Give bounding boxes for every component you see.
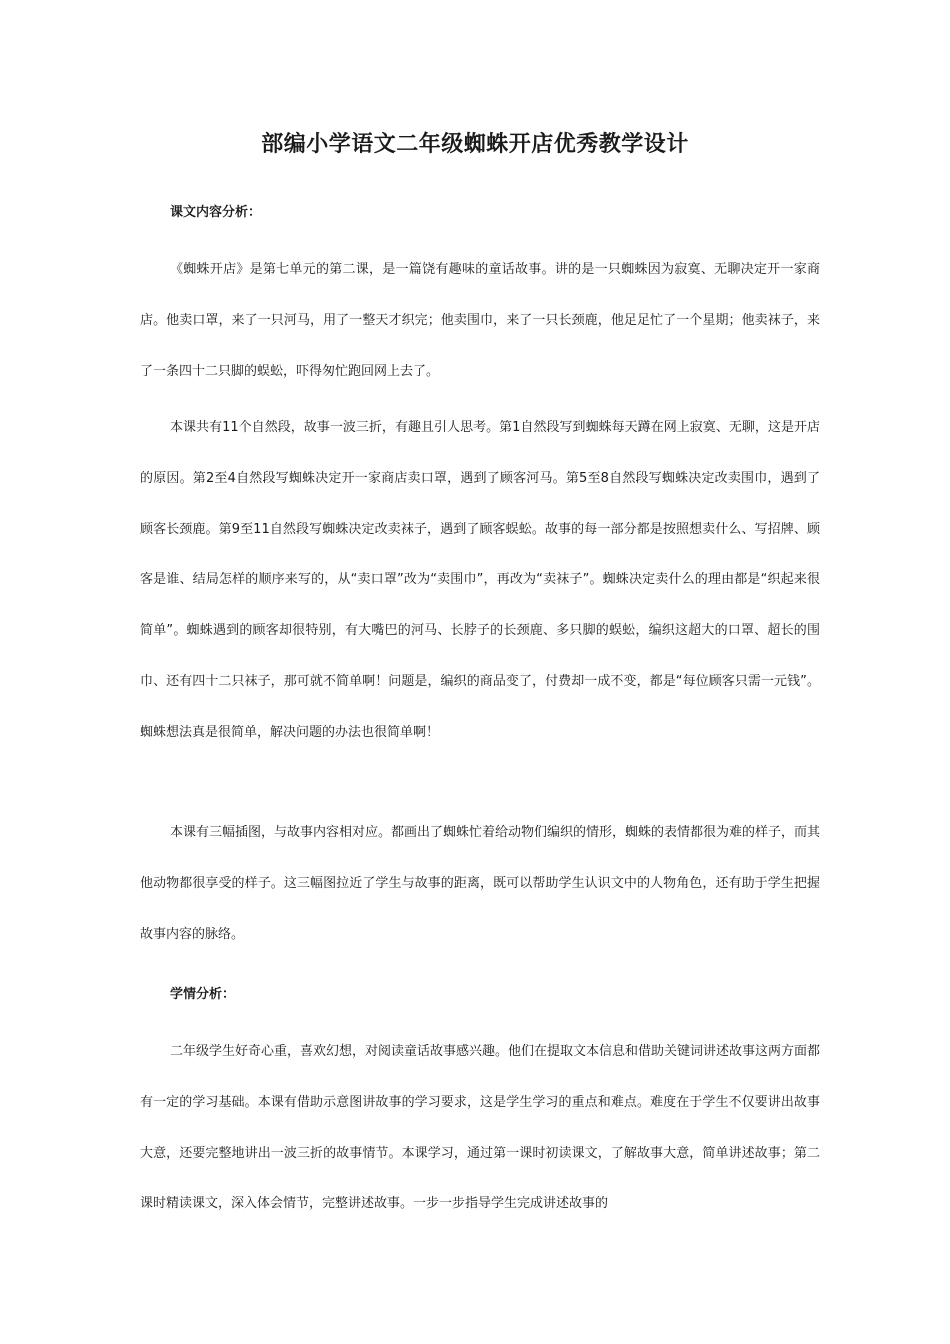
paragraph-story-summary: 《蜘蛛开店》是第七单元的第二课，是一篇饶有趣味的童话故事。讲的是一只蜘蛛因为寂寞、无聊决定开一家商店。他卖口罩，来了一只河马，用了一整天才织完；他卖围巾，来了一只长颈鹿，他足足忙了一个星期；他卖袜子，来了一条四十二只脚的蜈蚣，吓得匆忙跑回网上去了。 (140, 262, 820, 379)
paragraph-structure-analysis: 本课共有11个自然段，故事一波三折，有趣且引人思考。第1自然段写到蜘蛛每天蹲在网上寂寞、无聊，这是开店的原因。第2至4自然段写蜘蛛决定开一家商店卖口罩，遇到了顾客河马。第5至8自然段写蜘蛛决定改卖围巾，遇到了顾客长颈鹿。第9至11自然段写蜘蛛决定改卖袜子，遇到了顾客蜈蚣。故事的每一部分都是按照想卖什么、写招牌、顾客是谁、结局怎样的顺序来写的，从“卖口罩”改为“卖围巾”，再改为“卖袜子”。蜘蛛决定卖什么的理由都是“织起来很简单”。蜘蛛遇到的顾客却很特别，有大嘴巴的河马、长脖子的长颈鹿、多只脚的蜈蚣，编织这超大的口罩、超长的围巾、还有四十二只袜子，那可就不简单啊！问题是，编织的商品变了，付费却一成不变，都是“每位顾客只需一元钱”。蜘蛛想法真是很简单，解决问题的办法也很简单啊！ (140, 420, 820, 740)
paragraph-illustrations: 本课有三幅插图，与故事内容相对应。都画出了蜘蛛忙着给动物们编织的情形，蜘蛛的表情都很为难的样子，而其他动物都很享受的样子。这三幅图拉近了学生与故事的距离，既可以帮助学生认识文中的人物角色，还有助于学生把握故事内容的脉络。 (140, 825, 821, 942)
section-heading-student-analysis: 学情分析： (170, 987, 236, 1002)
paragraph-student-analysis: 二年级学生好奇心重，喜欢幻想，对阅读童话故事感兴趣。他们在提取文本信息和借助关键词讲述故事这两方面都有一定的学习基础。本课有借助示意图讲故事的学习要求，这是学生学习的重点和难点。难度在于学生不仅要讲出故事大意，还要完整地讲出一波三折的故事情节。本课学习，通过第一课时初读课文，了解故事大意，简单讲述故事；第二课时精读课文，深入体会情节，完整讲述故事。一步一步指导学生完成讲述故事的 (140, 1044, 821, 1212)
section-heading-content-analysis: 课文内容分析： (170, 205, 262, 220)
document-title: 部编小学语文二年级蜘蛛开店优秀教学设计 (261, 132, 689, 157)
